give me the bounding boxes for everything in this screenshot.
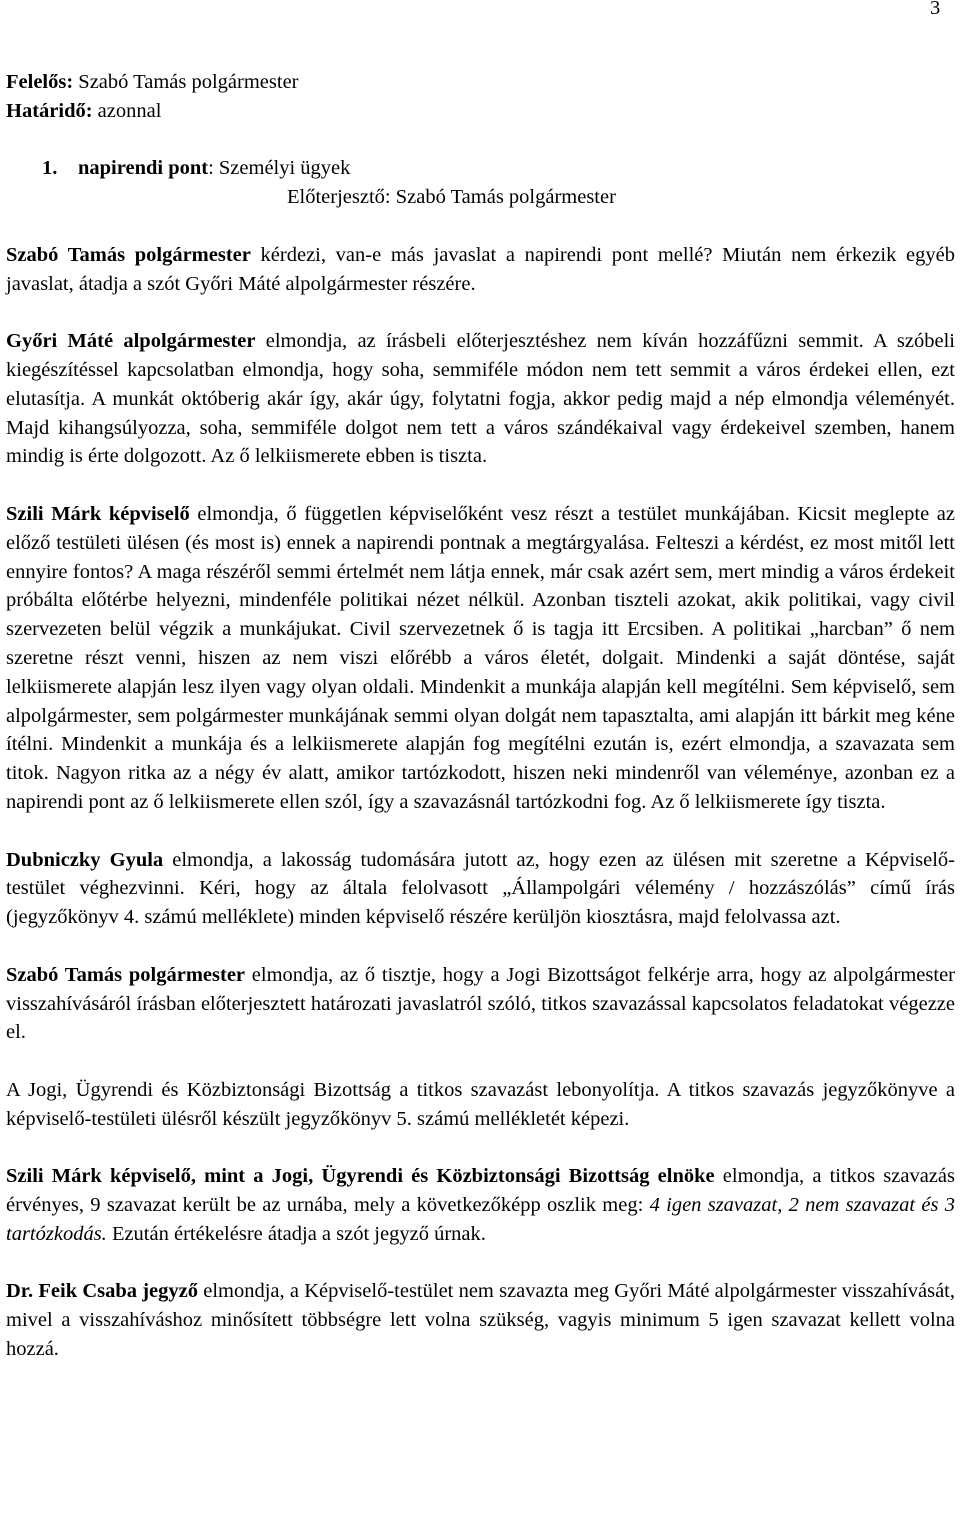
- paragraph-text: elmondja, az írásbeli előterjesztéshez nem kíván hozzáfűzni semmit. A szóbeli kiegészítéssel kapcsolatban elmondja, hogy soha, semmiféle módon nem tett semmit a város érdekei ellen, ezt elutasítja. A munkát októberig akár így, akár úgy, folytatni fogja, akkor pedig majd a nép elmondja véleményét. Majd kihangsúlyozza, soha, semmiféle dolgot nem tett a város szándékaival vagy érdekeivel szemben, hanem mindig is érte dolgozott. Az ő lelkiismerete ebben is tiszta.: [6, 330, 955, 468]
- vote-result: 4 igen szavazat, 2 nem szavazat és 3 tartózkodás.: [6, 1194, 955, 1245]
- deadline-line: [6, 97, 955, 126]
- agenda-presenter: Előterjesztő: Szabó Tamás polgármester: [287, 186, 616, 209]
- paragraph-mayor-question: [6, 241, 955, 299]
- paragraph-text: elmondja, a Képviselő-testület nem szavazta meg Győri Máté alpolgármester visszahívását, mivel a visszahíváshoz minősített többségre lett volna szükség, vagyis minimum 5 igen szavazat kellett volna hozzá.: [6, 1280, 956, 1361]
- agenda-title-line: [42, 154, 955, 183]
- responsible-line: [6, 68, 955, 97]
- paragraph-dubniczky: [6, 846, 955, 932]
- paragraph-vote-result: [6, 1162, 955, 1248]
- document-body: [6, 68, 955, 1364]
- paragraph-text: elmondja, az ő tisztje, hogy a Jogi Bizottságot felkérje arra, hogy az alpolgármester visszahívásáról írásban előterjesztett határozati javaslatról szóló, titkos szavazással kapcsolatos feladatokat végezze el.: [6, 963, 956, 1044]
- agenda-item: [6, 154, 955, 212]
- agenda-title-value: : Személyi ügyek: [208, 157, 351, 180]
- agenda-title-label: napirendi pont: [78, 157, 209, 180]
- speaker-name: Győri Máté alpolgármester: [6, 330, 256, 353]
- speaker-name: Szabó Tamás polgármester: [6, 243, 251, 266]
- speaker-name: Szili Márk képviselő: [6, 502, 190, 525]
- page-number: 3: [930, 0, 941, 19]
- paragraph-notary: [6, 1277, 955, 1363]
- responsible-label: Felelős:: [6, 71, 74, 93]
- deadline-label: Határidő:: [6, 99, 93, 122]
- paragraph-text: elmondja, a titkos szavazás érvényes, 9 szavazat került be az urnába, mely a következőképp oszlik meg:: [6, 1165, 955, 1217]
- paragraph-text: elmondja, ő független képviselőként vesz részt a testület munkájában. Kicsit meglepte az előző testületi ülésen (és most is) ennek a napirendi pontnak a megtárgyalása. Felteszi a kérdést, ez most mitől lett ennyire fontos? A maga részéről semmi értelmét nem látja ennek, már csak azért sem, mert mindig a város érdekeit próbálta előtérbe helyezni, mindenféle politikai nézet nélkül. Azonban tiszteli azokat, akik politikai, vagy civil szervezeten belül végzik a munkájukat. Civil szervezetnek ő is tagja itt Ercsiben. A politikai „harcban” ő nem szeretne részt venni, hiszen az nem viszi előrébb a város életét, dolgait. Mindenki a saját döntése, saját lelkiismerete alapján lesz ilyen vagy olyan oldali. Mindenkit a munkája alapján kell megítélni. Sem képviselő, sem alpolgármester, sem polgármester munkájának semmi olyan dolgát nem tapasztalta, ami alapján itt bárkit meg kéne ítélni. Mindenkit a munkája és a lelkiismerete alapján fog megítélni ezután is, ezért elmondja, a szavazata sem titok. Nagyon ritka az a négy év alatt, amikor tartózkodott, hiszen neki mindenről van véleménye, azonban ez a napirendi pont az ő lelkiismerete ellen szól, így a szavazásnál tartózkodni fog. Az ő lelkiismerete így tiszta.: [6, 502, 955, 813]
- paragraph-secret-ballot: A Jogi, Ügyrendi és Közbiztonsági Bizottság a titkos szavazást lebonyolítja. A titkos szavazás jegyzőkönyve a képviselő-testületi ülésről készült jegyzőkönyv 5. számú mellékletét képezi.: [6, 1078, 955, 1130]
- paragraph-text-end: Ezután értékelésre átadja a szót jegyző úrnak.: [106, 1222, 486, 1245]
- speaker-name: Dr. Feik Csaba jegyző: [6, 1280, 199, 1303]
- paragraph-szili-statement: [6, 500, 955, 817]
- paragraph-deputy-mayor: [6, 327, 955, 471]
- speaker-name: Szabó Tamás polgármester: [6, 963, 246, 986]
- deadline-value: azonnal: [97, 99, 162, 122]
- speaker-name: Dubniczky Gyula: [6, 848, 164, 871]
- paragraph-mayor-committee: [6, 961, 955, 1047]
- responsible-value: Szabó Tamás polgármester: [78, 71, 299, 93]
- speaker-name: Szili Márk képviselő, mint a Jogi, Ügyrendi és Közbiztonsági Bizottság elnöke: [6, 1165, 715, 1188]
- paragraph-text: kérdezi, van-e más javaslat a napirendi pont mellé? Miután nem érkezik egyéb javaslat, átadja a szót Győri Máté alpolgármester részére.: [6, 243, 955, 295]
- paragraph-text: elmondja, a lakosság tudomására jutott az, hogy ezen az ülésen mit szeretne a Képviselő-testület véghezvinni. Kéri, hogy az általa felolvasott „Állampolgári vélemény / hozzászólás” című írás (jegyzőkönyv 4. számú melléklete) minden képviselő részére kerüljön kiosztásra, majd felolvassa azt.: [6, 848, 955, 929]
- agenda-number: 1.: [42, 157, 58, 180]
